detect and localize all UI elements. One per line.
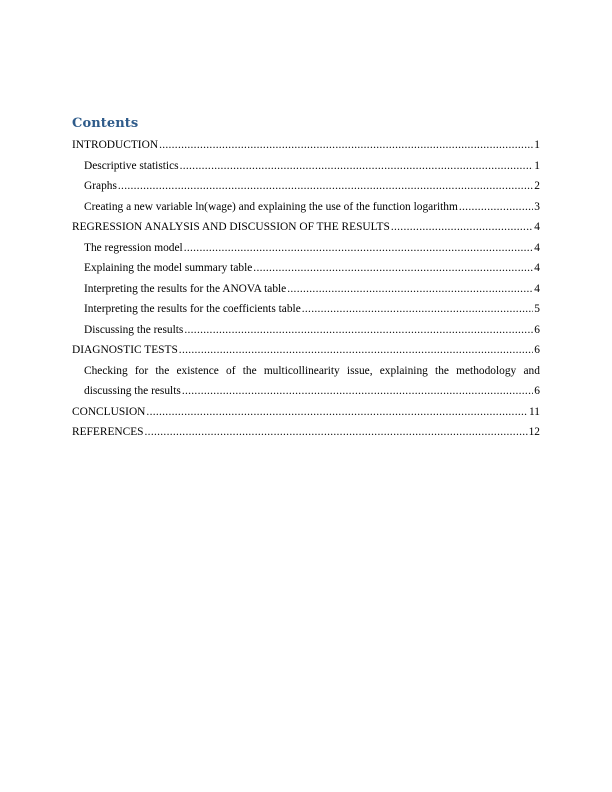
toc-entry-title: Interpreting the results for the ANOVA table [84,282,287,295]
toc-entry-title: Explaining the model summary table [84,262,253,274]
toc-leader-dots [182,381,533,402]
toc-entry-conclusion[interactable] [72,402,540,423]
toc-entry-page: 6 [534,385,540,397]
toc-entry-introduction[interactable] [72,135,540,156]
toc-entry-descriptive-statistics[interactable] [72,156,540,177]
toc-entry-title-line1 [84,361,540,382]
toc-leader-dots [287,279,533,300]
toc-leader-dots [145,422,528,443]
toc-entry-page: 4 [534,241,540,254]
toc-word: the [242,364,257,377]
toc-leader-dots [459,197,533,218]
toc-entry-title: INTRODUCTION [72,139,159,151]
toc-entry-title: REFERENCES [72,426,144,438]
toc-entry-page: 4 [534,262,540,274]
toc-entry-page: 12 [528,426,540,438]
toc-leader-dots [253,258,533,279]
toc-entry-graphs[interactable] [72,176,540,197]
toc-leader-dots [180,156,534,177]
toc-word: the [435,364,449,377]
toc-entry-references[interactable] [72,422,540,443]
toc-leader-dots [159,135,533,156]
toc-entry-ln-wage[interactable] [72,197,540,218]
toc-entry-page: 11 [529,405,540,418]
table-of-contents [72,135,540,443]
toc-entry-title-line2: discussing the results [84,385,181,397]
toc-entry-page: 1 [534,159,540,172]
toc-word: issue, [346,364,373,377]
toc-entry-page: 1 [534,139,540,151]
toc-entry-title: Creating a new variable ln(wage) and explaining the use of the function logarithm [84,200,458,213]
toc-word: the [155,364,170,377]
toc-entry-page: 3 [534,200,540,213]
toc-leader-dots [184,238,534,259]
toc-word: of [226,364,236,377]
toc-entry-title: Discussing the results [84,323,184,336]
toc-entry-title: The regression model [84,241,183,254]
toc-entry-page: 2 [534,180,540,192]
toc-word: existence [176,364,219,377]
toc-entry-anova[interactable] [72,279,540,300]
toc-word: for [134,364,149,377]
toc-leader-dots [184,320,533,341]
toc-entry-page: 5 [534,303,540,315]
toc-word: methodology [456,364,517,377]
toc-entry-page: 4 [534,221,540,233]
toc-entry-title: DIAGNOSTIC TESTS [72,344,178,356]
toc-entry-multicollinearity[interactable] [72,361,540,402]
toc-word: and [523,364,540,377]
toc-leader-dots [302,299,534,320]
toc-word: explaining [379,364,428,377]
toc-entry-regression-model[interactable] [72,238,540,259]
toc-entry-discussing-results[interactable] [72,320,540,341]
toc-leader-dots [146,402,528,423]
toc-entry-title: Interpreting the results for the coefficients table [84,303,301,315]
toc-entry-title: CONCLUSION [72,405,146,418]
toc-entry-regression-analysis[interactable] [72,217,540,238]
toc-word: multicollinearity [263,364,340,377]
toc-entry-title: REGRESSION ANALYSIS AND DISCUSSION OF THE RESULTS [72,221,390,233]
toc-entry-page: 6 [534,344,540,356]
toc-leader-dots [391,217,533,238]
toc-entry-page: 6 [534,323,540,336]
toc-word: Checking [84,364,128,377]
toc-entry-model-summary[interactable] [72,258,540,279]
toc-entry-diagnostic-tests[interactable] [72,340,540,361]
toc-entry-title: Graphs [84,180,117,192]
toc-leader-dots [118,176,533,197]
toc-leader-dots [179,340,534,361]
toc-entry-coefficients[interactable] [72,299,540,320]
toc-entry-title: Descriptive statistics [84,159,179,172]
toc-heading: Contents [72,116,139,131]
toc-entry-page: 4 [534,282,540,295]
